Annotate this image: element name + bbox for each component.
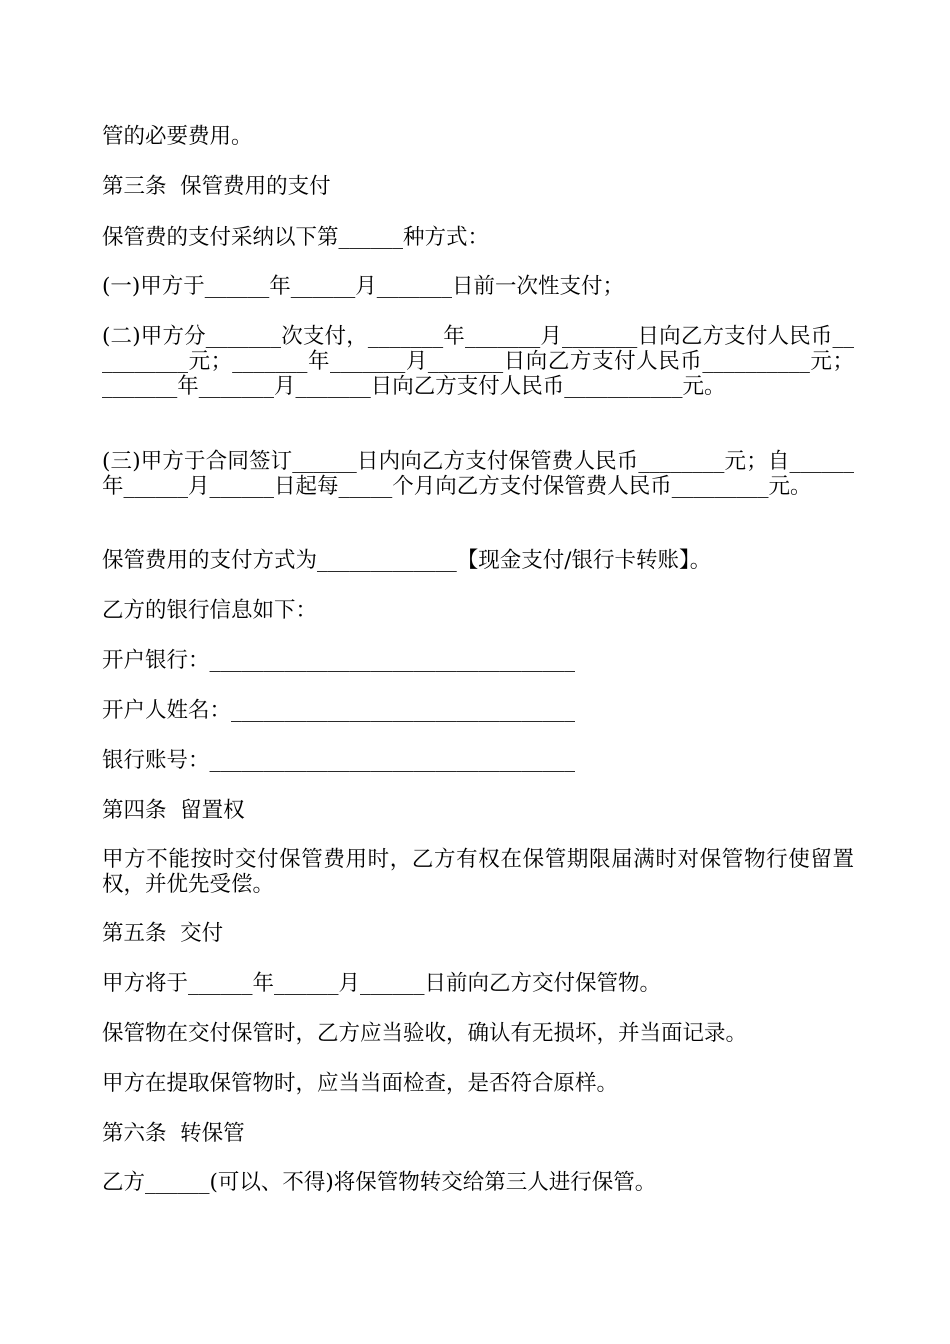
field-account-number: 银行账号：__________________________________ <box>102 748 576 773</box>
paragraph-transfer-custody: 乙方______(可以、不得)将保管物转交给第三人进行保管。 <box>102 1170 657 1195</box>
heading-article-6: 第六条 转保管 <box>102 1121 245 1146</box>
paragraph-lien: 甲方不能按时交付保管费用时，乙方有权在保管期限届满时对保管物行使留置权，并优先受偿。 <box>102 847 854 897</box>
field-account-holder: 开户人姓名：________________________________ <box>102 698 576 723</box>
paragraph-inspection-on-pickup: 甲方在提取保管物时，应当当面检查，是否符合原样。 <box>102 1071 619 1096</box>
paragraph-bank-info-intro: 乙方的银行信息如下： <box>102 598 318 623</box>
paragraph-fee-end: 管的必要费用。 <box>102 124 253 149</box>
heading-article-5: 第五条 交付 <box>102 921 224 946</box>
heading-article-3: 第三条 保管费用的支付 <box>102 174 331 199</box>
heading-article-4: 第四条 留置权 <box>102 798 245 823</box>
paragraph-delivery-date: 甲方将于______年______月______日前向乙方交付保管物。 <box>102 971 662 996</box>
paragraph-option-3: (三)甲方于合同签订______日内向乙方支付保管费人民币________元；自______年______月______日起每_____个月向乙方支付保管费人民币_________元。 <box>102 449 854 499</box>
field-bank-name: 开户银行：__________________________________ <box>102 648 576 673</box>
paragraph-option-2: (二)甲方分_______次支付，_______年_______月_______日向乙方支付人民币__________元；_______年_______月_______日向乙方支付人民币__________元；_______年_______月_______日向乙方支付人民币___________元。 <box>102 324 854 399</box>
paragraph-inspection-on-delivery: 保管物在交付保管时，乙方应当验收，确认有无损坏，并当面记录。 <box>102 1021 748 1046</box>
paragraph-payment-method-choice: 保管费的支付采纳以下第______种方式： <box>102 225 490 250</box>
paragraph-option-1: (一)甲方于______年______月_______日前一次性支付； <box>102 274 625 299</box>
paragraph-payment-way: 保管费用的支付方式为_____________【现金支付/银行卡转账】。 <box>102 548 712 573</box>
